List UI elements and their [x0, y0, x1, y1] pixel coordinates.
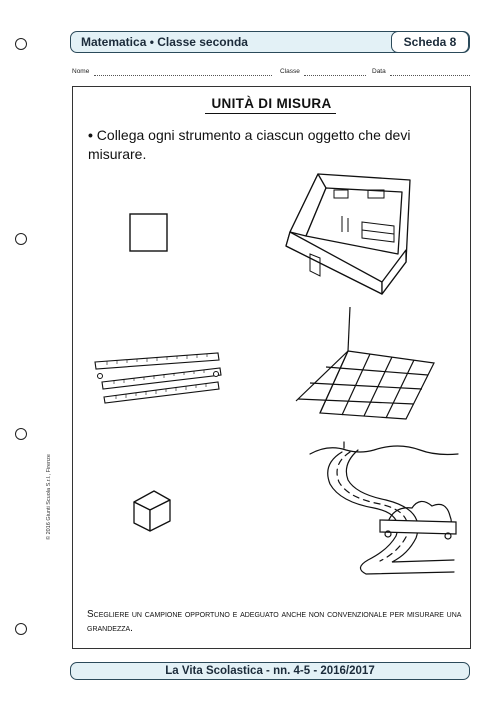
square-icon[interactable]: [128, 212, 170, 254]
binder-hole-top: [15, 38, 27, 50]
nome-line[interactable]: [94, 75, 272, 76]
data-label: Data: [372, 68, 386, 75]
header-title: Matematica • Classe seconda: [81, 35, 248, 49]
room-icon[interactable]: [282, 170, 414, 298]
copyright-text: © 2016 Giunti Scuola S.r.l., Firenze: [46, 454, 52, 540]
tiled-floor-icon[interactable]: [288, 305, 438, 425]
instruction-text: Collega ogni strumento a ciascun oggetto che devi misurare.: [88, 127, 411, 162]
binder-hole-lower: [15, 428, 27, 440]
scheda-badge: Scheda 8: [391, 31, 469, 53]
exercise-instruction: [88, 126, 458, 164]
binder-hole-bottom: [15, 623, 27, 635]
title-underline: [205, 113, 336, 114]
header-bar: [70, 31, 470, 53]
classe-line[interactable]: [304, 75, 366, 76]
cube-icon[interactable]: [128, 488, 176, 534]
folding-ruler-icon[interactable]: [92, 348, 224, 404]
data-line[interactable]: [390, 75, 470, 76]
exercise-title: UNITÀ DI MISURA: [211, 96, 332, 111]
student-fields: [72, 68, 472, 80]
footer-bar: La Vita Scolastica - nn. 4-5 - 2016/2017: [70, 662, 470, 680]
nome-label: Nome: [72, 68, 90, 75]
binder-hole-upper: [15, 233, 27, 245]
exercise-note: Scegliere un campione opportuno e adeguato anche non convenzionale per misurare una grandezza.: [87, 609, 462, 634]
winding-road-icon[interactable]: [308, 440, 460, 580]
classe-label: Classe: [280, 68, 300, 75]
instruction-bullet: •: [88, 127, 93, 143]
